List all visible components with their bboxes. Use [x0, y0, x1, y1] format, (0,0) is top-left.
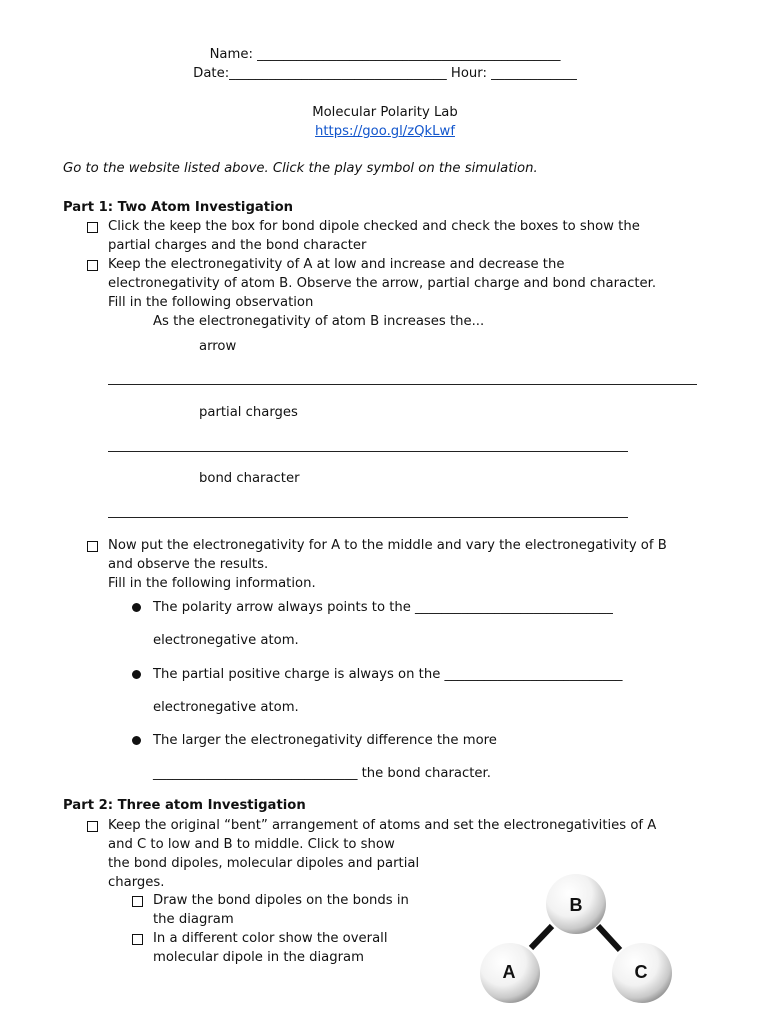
bond-a-b	[531, 926, 552, 948]
bent-molecule-diagram	[480, 860, 700, 1020]
checkbox-part2-item1[interactable]	[87, 821, 98, 832]
part2-item1-line4: charges.	[108, 875, 165, 890]
part1-item1-line1: Click the keep the box for bond dipole checked and check the boxes to show the	[108, 219, 640, 234]
part1-item2-line3: Fill in the following observation	[108, 295, 314, 310]
observation-prompt: As the electronegativity of atom B increases the...	[153, 314, 485, 329]
atom-c-label: C	[634, 962, 648, 982]
bullet-icon	[132, 736, 141, 745]
name-line: Name: ______________________________________________	[209, 47, 561, 62]
part2-sub1-line1: Draw the bond dipoles on the bonds in	[153, 893, 409, 908]
bullet3-text: The larger the electronegativity difference the more	[153, 733, 497, 748]
part2-sub2-line2: molecular dipole in the diagram	[153, 950, 364, 965]
part1-item2-line2: electronegativity of atom B. Observe the arrow, partial charge and bond character.	[108, 276, 657, 291]
bullet3-continuation: _______________________________ the bond character.	[153, 766, 491, 781]
checkbox-item1[interactable]	[87, 222, 98, 233]
simulation-link[interactable]: https://goo.gl/zQkLwf	[315, 124, 455, 139]
part2-item1-line3: the bond dipoles, molecular dipoles and partial	[108, 856, 420, 871]
bullet1-continuation: electronegative atom.	[153, 633, 299, 648]
bullet2-continuation: electronegative atom.	[153, 700, 299, 715]
part1-item3-line1: Now put the electronegativity for A to the middle and vary the electronegativity of B	[108, 538, 667, 553]
part2-item1-line2: and C to low and B to middle. Click to show	[108, 837, 395, 852]
part1-item1-line2: partial charges and the bond character	[108, 238, 367, 253]
bullet1-text: The polarity arrow always points to the ______________________________	[153, 600, 613, 615]
checkbox-part2-sub1[interactable]	[132, 896, 143, 907]
bullet2-text: The partial positive charge is always on the ___________________________	[153, 667, 623, 682]
intro-instructions: Go to the website listed above. Click the play symbol on the simulation.	[63, 161, 538, 176]
checkbox-item3[interactable]	[87, 541, 98, 552]
answer-line-arrow[interactable]	[108, 384, 697, 385]
checkbox-part2-sub2[interactable]	[132, 934, 143, 945]
part1-item3-line3: Fill in the following information.	[108, 576, 316, 591]
part2-sub1-line2: the diagram	[153, 912, 234, 927]
date-hour-line: Date:_________________________________ Hour: _____________	[193, 66, 577, 81]
atom-a-label: A	[502, 962, 516, 982]
part1-item3-line2: and observe the results.	[108, 557, 269, 572]
part1-heading: Part 1: Two Atom Investigation	[63, 200, 294, 215]
checkbox-item2[interactable]	[87, 260, 98, 271]
bullet-icon	[132, 670, 141, 679]
page-title: Molecular Polarity Lab	[312, 105, 458, 120]
answer-line-partial-charges[interactable]	[108, 451, 628, 452]
part2-heading: Part 2: Three atom Investigation	[63, 798, 306, 813]
part2-item1-line1: Keep the original “bent” arrangement of atoms and set the electronegativities of A	[108, 818, 657, 833]
part2-sub2-line1: In a different color show the overall	[153, 931, 388, 946]
label-partial-charges: partial charges	[199, 405, 298, 420]
bullet-icon	[132, 603, 141, 612]
bond-b-c	[598, 926, 620, 950]
label-arrow: arrow	[199, 339, 237, 354]
atom-b-label: B	[569, 895, 583, 915]
answer-line-bond-character[interactable]	[108, 517, 628, 518]
label-bond-character: bond character	[199, 471, 300, 486]
part1-item2-line1: Keep the electronegativity of A at low and increase and decrease the	[108, 257, 565, 272]
